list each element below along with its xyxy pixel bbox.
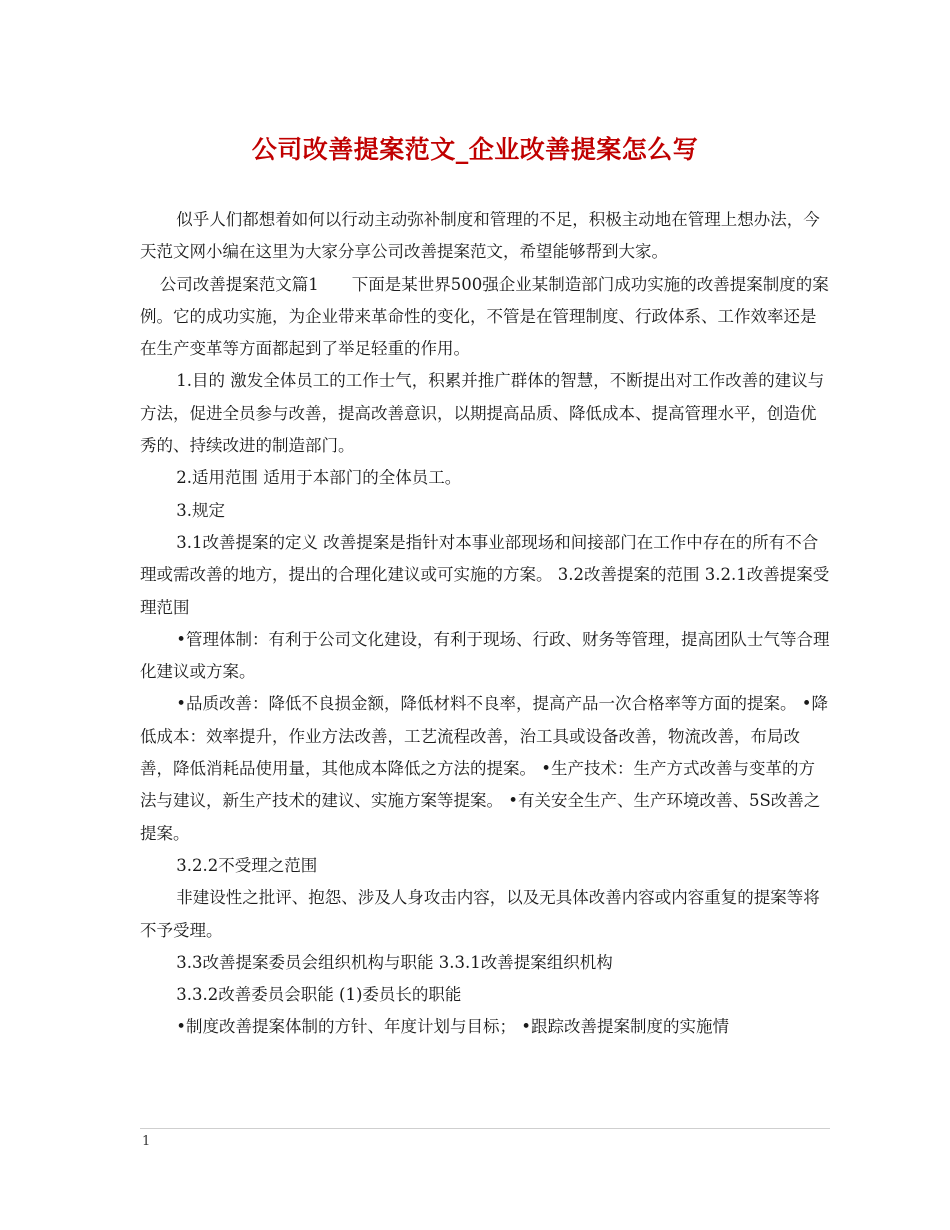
document-title: 公司改善提案范文_企业改善提案怎么写 xyxy=(251,135,699,164)
paragraph-quality-cost-tech: •品质改善：降低不良损金额，降低材料不良率，提高产品一次合格率等方面的提案。 •降低成本：效率提升，作业方法改善，工艺流程改善，治工具或设备改善，物流改善，布局改善，降低消耗品使用量，其他成本降低之方法的提案。 •生产技术：生产方式改善与变革的方法与建议，新生产技术的建议、实施方案等提案。 •有关安全生产、生产环境改善、5S改善之提案。 xyxy=(140,694,829,843)
paragraph-committee-functions: 3.3.2改善委员会职能 (1)委员长的职能 xyxy=(176,985,462,1005)
paragraph-rules-heading: 3.规定 xyxy=(176,500,226,520)
paragraph-definition: 3.1改善提案的定义 改善提案是指针对本事业部现场和间接部门在工作中存在的所有不合理或需改善的地方，提出的合理化建议或可实施的方案。 3.2改善提案的范围 3.2.1改善提案受理范围 xyxy=(140,532,830,617)
footer-divider xyxy=(140,1128,830,1129)
document-body xyxy=(140,204,830,1044)
paragraph-committee-org: 3.3改善提案委员会组织机构与职能 3.3.1改善提案组织机构 xyxy=(176,952,613,972)
paragraph-example-1: 公司改善提案范文篇1 下面是某世界500强企业某制造部门成功实施的改善提案制度的案例。它的成功实施，为企业带来革命性的变化，不管是在管理制度、行政体系、工作效率还是在生产变革等方面都起到了举足轻重的作用。 xyxy=(140,274,829,359)
paragraph-management: •管理体制：有利于公司文化建设，有利于现场、行政、财务等管理，提高团队士气等合理化建议或方案。 xyxy=(140,629,830,682)
paragraph-scope: 2.适用范围 适用于本部门的全体员工。 xyxy=(176,468,462,488)
paragraph-not-accepted-heading: 3.2.2不受理之范围 xyxy=(176,855,318,875)
paragraph-intro: 似乎人们都想着如何以行动主动弥补制度和管理的不足，积极主动地在管理上想办法，今天范文网小编在这里为大家分享公司改善提案范文，希望能够帮到大家。 xyxy=(140,210,820,262)
paragraph-purpose: 1.目的 激发全体员工的工作士气，积累并推广群体的智慧，不断提出对工作改善的建议与方法，促进全员参与改善，提高改善意识，以期提高品质、降低成本、提高管理水平，创造优秀的、持续改进的制造部门。 xyxy=(140,371,825,456)
page-number: 1 xyxy=(142,1134,151,1149)
paragraph-not-accepted: 非建设性之批评、抱怨、涉及人身攻击内容，以及无具体改善内容或内容重复的提案等将不予受理。 xyxy=(140,888,820,940)
paragraph-chairman-duties: •制度改善提案体制的方针、年度计划与目标； •跟踪改善提案制度的实施情 xyxy=(176,1017,730,1037)
